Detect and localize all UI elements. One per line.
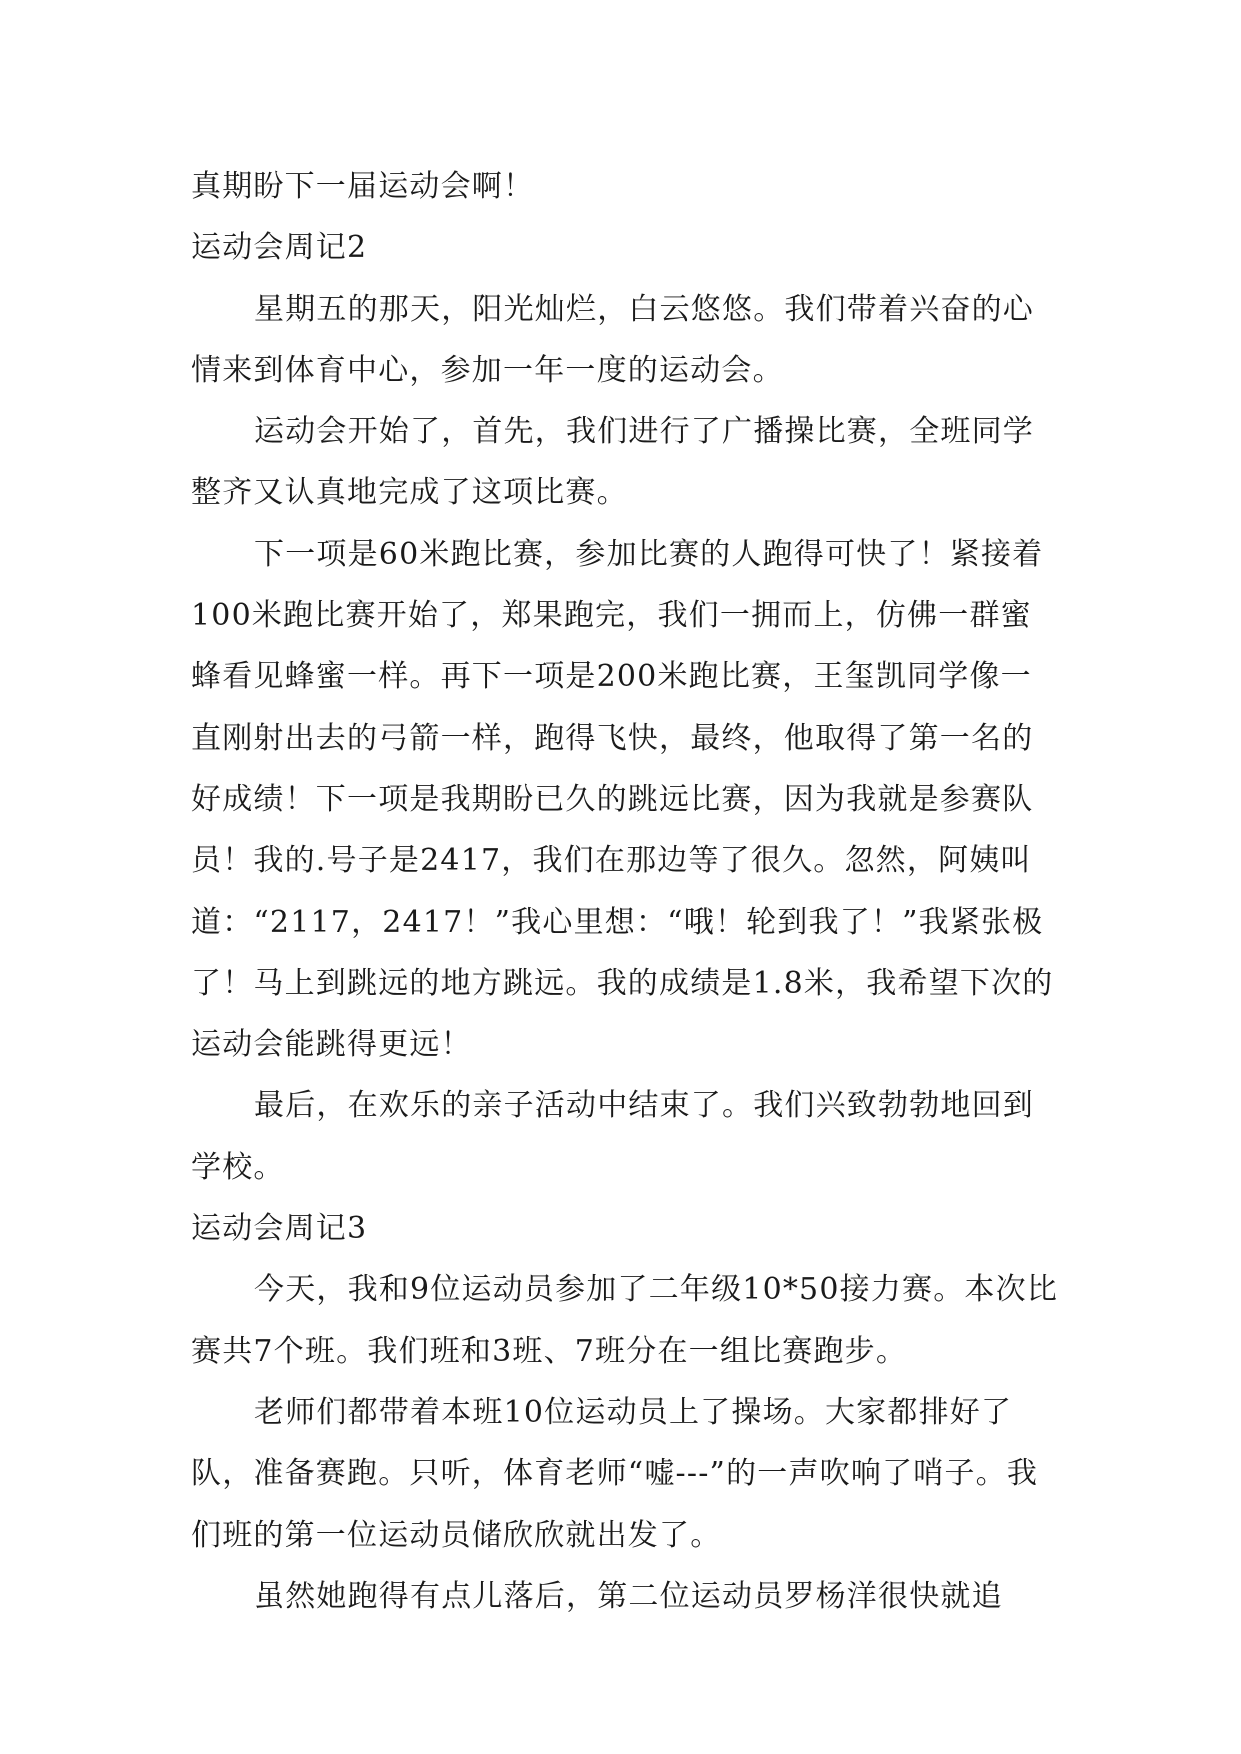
paragraph: 最后，在欢乐的亲子活动中结束了。我们兴致勃勃地回到学校。 xyxy=(191,1088,1034,1185)
paragraph: 星期五的那天，阳光灿烂，白云悠悠。我们带着兴奋的心情来到体育中心，参加一年一度的运动会。 xyxy=(191,291,1034,388)
paragraph: 老师们都带着本班10位运动员上了操场。大家都排好了队，准备赛跑。只听，体育老师“嘘---”的一声吹响了哨子。我们班的第一位运动员储欣欣就出发了。 xyxy=(191,1394,1039,1553)
paragraph: 今天，我和9位运动员参加了二年级10*50接力赛。本次比赛共7个班。我们班和3班、7班分在一组比赛跑步。 xyxy=(191,1272,1059,1369)
paragraph: 虽然她跑得有点儿落后，第二位运动员罗杨洋很快就追 xyxy=(254,1578,1003,1614)
paragraph: 运动会开始了，首先，我们进行了广播操比赛，全班同学整齐又认真地完成了这项比赛。 xyxy=(191,414,1034,511)
section-title-3: 运动会周记3 xyxy=(191,1211,368,1247)
section-title-2: 运动会周记2 xyxy=(191,230,368,266)
closing-line: 真期盼下一届运动会啊！ xyxy=(191,169,535,204)
document-body xyxy=(191,156,1061,1627)
paragraph: 下一项是60米跑比赛，参加比赛的人跑得可快了！紧接着100米跑比赛开始了，郑果跑完，我们一拥而上，仿佛一群蜜蜂看见蜂蜜一样。再下一项是200米跑比赛，王玺凯同学像一直刚射出去的弓箭一样，跑得飞快，最终，他取得了第一名的好成绩！下一项是我期盼已久的跳远比赛，因为我就是参赛队员！我的.号子是2417，我们在那边等了很久。忽然，阿姨叫道：“2117，2417！”我心里想：“哦！轮到我了！”我紧张极了！马上到跳远的地方跳远。我的成绩是1.8米，我希望下次的运动会能跳得更远！ xyxy=(191,536,1054,1063)
